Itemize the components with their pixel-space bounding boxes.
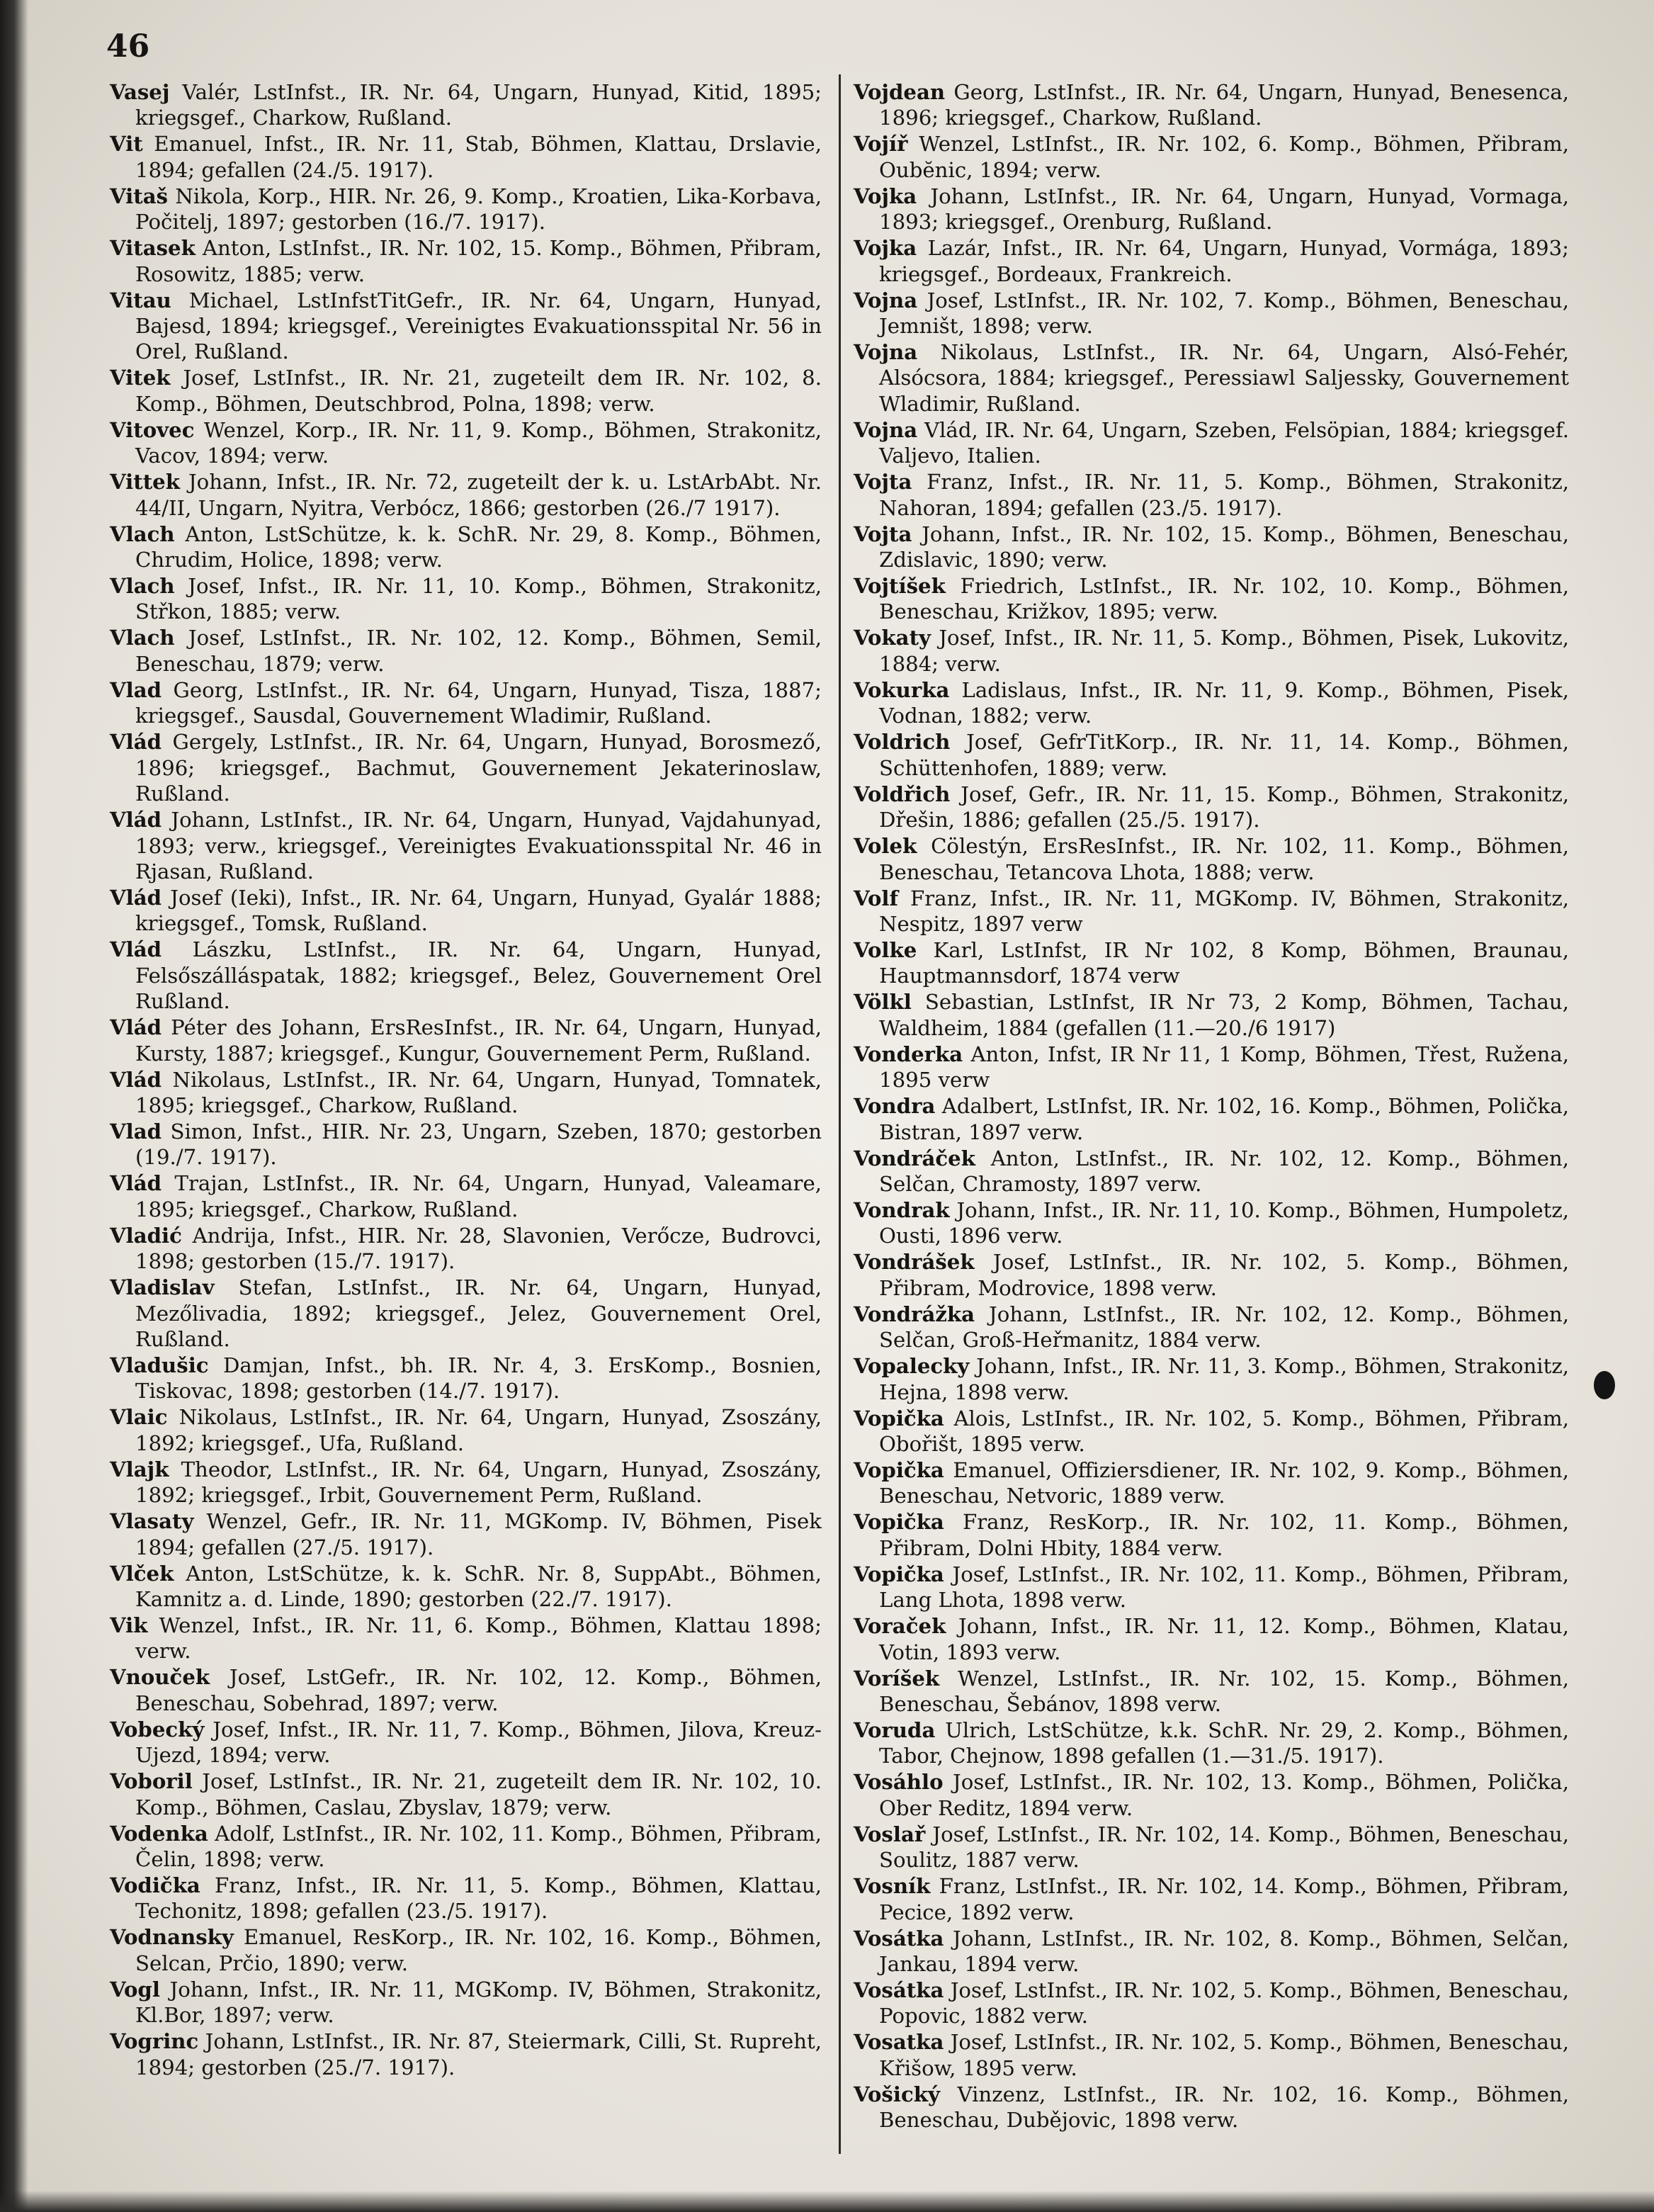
page-number: 46 [106,28,150,64]
entry-surname: Vopička [854,1562,944,1586]
list-entry [854,1562,1569,1613]
list-entry [110,1873,822,1924]
entry-details: Johann, Infst., IR. Nr. 102, 15. Komp., Böhmen, Beneschau, Zdislavic, 1890; verw. [879,521,1569,572]
list-entry [110,1223,822,1275]
entry-surname: Vlach [110,626,175,650]
list-entry [110,573,822,625]
list-entry [854,573,1569,625]
list-entry [854,184,1569,235]
entry-surname: Vodička [110,1873,200,1898]
entry-details: Johann, LstInfst., IR. Nr. 102, 8. Komp., Böhmen, Selčan, Jankau, 1894 verw. [879,1926,1569,1977]
entry-details: Johann, Infst., IR. Nr. 72, zugeteilt der k. u. LstArbAbt. Nr. 44/II, Ungarn, Nyitra, Verbócz, 1866; gestorben (26./7 1917). [135,470,822,520]
list-entry [854,1042,1569,1093]
entry-details: Johann, Infst., IR. Nr. 11, 3. Komp., Böhmen, Strakonitz, Hejna, 1898 verw. [879,1354,1569,1404]
entry-surname: Vlajk [110,1457,169,1482]
list-entry [854,781,1569,833]
list-entry [110,1457,822,1508]
entry-surname: Vlasaty [110,1509,194,1534]
entry-details: Adalbert, LstInfst, IR. Nr. 102, 16. Komp., Böhmen, Polička, Bistran, 1897 verw. [879,1094,1569,1144]
entry-details: Johann, Infst., IR. Nr. 11, 12. Komp., Böhmen, Klatau, Votin, 1893 verw. [879,1614,1569,1664]
entry-details: Johann, Infst., IR. Nr. 11, 10. Komp., Böhmen, Humpoletz, Ousti, 1896 verw. [879,1197,1569,1248]
entry-details: Franz, ResKorp., IR. Nr. 102, 11. Komp., Böhmen, Přibram, Dolni Hbity, 1884 verw. [879,1510,1569,1560]
list-entry [854,625,1569,677]
entry-details: Josef, LstInfst., IR. Nr. 102, 5. Komp., Böhmen, Beneschau, Popovic, 1882 verw. [879,1978,1569,2028]
entry-details: Franz, LstInfst., IR. Nr. 102, 14. Komp., Böhmen, Přibram, Pecice, 1892 verw. [879,1874,1569,1924]
entry-surname: Voboril [110,1769,193,1794]
entry-details: Vlád, IR. Nr. 64, Ungarn, Szeben, Felsöpian, 1884; kriegsgef. Valjevo, Italien. [879,417,1569,468]
entry-surname: Vlach [110,521,175,546]
entry-surname: Vosník [854,1874,931,1899]
list-entry [110,1717,822,1768]
entry-surname: Volf [854,886,899,910]
entry-surname: Vojka [854,184,917,208]
list-entry [110,1119,822,1170]
entry-details: Franz, Infst., IR. Nr. 11, 5. Komp., Böhmen, Klattau, Techonitz, 1898; gefallen (23./5. 1917). [135,1873,822,1924]
entry-surname: Vitovec [110,417,195,442]
list-entry [854,1302,1569,1353]
entry-surname: Vondrášek [854,1250,975,1275]
list-entry [110,677,822,729]
entry-details: Karl, LstInfst, IR Nr 102, 8 Komp, Böhmen, Braunau, Hauptmannsdorf, 1874 verw [879,937,1569,988]
entry-details: Trajan, LstInfst., IR. Nr. 64, Ungarn, Hunyad, Valeamare, 1895; kriegsgef., Charkow, Rußland. [135,1171,822,1221]
list-entry [110,235,822,287]
list-entry [854,339,1569,417]
entry-details: Gergely, LstInfst., IR. Nr. 64, Ungarn, Hunyad, Borosmező, 1896; kriegsgef., Bachmut, Gouvernement Jekaterinoslaw, Rußland. [135,730,822,806]
entry-surname: Vladislav [110,1275,215,1300]
list-entry [110,1821,822,1873]
entry-surname: Volke [854,937,917,962]
entry-surname: Vokaty [854,626,931,650]
list-entry [110,1353,822,1404]
list-entry [854,886,1569,937]
entry-surname: Vosátka [854,1926,944,1951]
entry-surname: Vlád [110,1015,162,1040]
entry-details: Lazár, Infst., IR. Nr. 64, Ungarn, Hunyad, Vormága, 1893; kriegsgef., Bordeaux, Frankreich. [879,236,1569,286]
entry-details: Damjan, Infst., bh. IR. Nr. 4, 3. ErsKomp., Bosnien, Tiskovac, 1898; gestorben (14./7. 1917). [135,1353,822,1404]
entry-details: Anton, LstInfst., IR. Nr. 102, 12. Komp., Böhmen, Selčan, Chramosty, 1897 verw. [879,1146,1569,1196]
list-entry [110,131,822,183]
entry-surname: Vojna [854,340,918,365]
entry-surname: Vik [110,1613,148,1637]
entry-surname: Volek [854,834,917,859]
entry-surname: Vogl [110,1977,160,2002]
list-entry [110,184,822,235]
entry-details: Alois, LstInfst., IR. Nr. 102, 5. Komp., Böhmen, Přibram, Obořišt, 1895 verw. [879,1406,1569,1456]
list-entry [110,1768,822,1820]
entry-details: Anton, Infst, IR Nr 11, 1 Komp, Böhmen, Třest, Ružena, 1895 verw [879,1042,1569,1093]
entry-details: Anton, LstSchütze, k. k. SchR. Nr. 29, 8. Komp., Böhmen, Chrudim, Holice, 1898; verw. [135,521,822,572]
entry-surname: Vondráček [854,1146,975,1170]
entry-surname: Vosátka [854,1978,944,2003]
entry-details: Josef, LstGefr., IR. Nr. 102, 12. Komp., Böhmen, Beneschau, Sobehrad, 1897; verw. [135,1665,822,1715]
entry-surname: Vondrak [854,1197,950,1222]
list-entry [854,833,1569,885]
entry-surname: Vojta [854,521,912,546]
list-entry [854,469,1569,521]
entry-details: Josef, LstInfst., IR. Nr. 102, 12. Komp., Böhmen, Semil, Beneschau, 1879; verw. [135,626,822,676]
entry-details: Josef, LstInfst., IR. Nr. 21, zugeteilt dem IR. Nr. 102, 8. Komp., Böhmen, Deutschbrod, Polna, 1898; verw. [135,366,822,416]
entry-details: Theodor, LstInfst., IR. Nr. 64, Ungarn, Hunyad, Zsoszány, 1892; kriegsgef., Irbit, Gouvernement Perm, Rußland. [135,1457,822,1508]
entry-details: Josef, LstInfst., IR. Nr. 102, 5. Komp., Böhmen, Beneschau, Křišow, 1895 verw. [879,2030,1569,2080]
list-entry [110,1977,822,2028]
entry-details: Josef, LstInfst., IR. Nr. 102, 5. Komp., Böhmen, Přibram, Modrovice, 1898 verw. [879,1250,1569,1300]
entry-surname: Vitek [110,366,171,390]
entry-surname: Vlád [110,1067,162,1092]
entry-details: Adolf, LstInfst., IR. Nr. 102, 11. Komp., Böhmen, Přibram, Čelin, 1898; verw. [135,1821,822,1872]
list-entry [110,1275,822,1352]
entry-surname: Vopička [854,1510,944,1535]
entry-details: Wenzel, LstInfst., IR. Nr. 102, 15. Komp., Böhmen, Beneschau, Šebánov, 1898 verw. [879,1666,1569,1716]
list-entry [854,1457,1569,1509]
entry-surname: Voslař [854,1822,926,1846]
list-entry [110,1613,822,1664]
list-entry [854,235,1569,287]
entry-details: Franz, Infst., IR. Nr. 11, 5. Komp., Böhmen, Strakonitz, Nahoran, 1894; gefallen (23./5. 1917). [879,470,1569,520]
entry-surname: Vojíř [854,132,908,157]
list-entry [854,1249,1569,1301]
entry-surname: Vosatka [854,2030,944,2055]
list-entry [854,677,1569,729]
entry-details: Josef, LstInfst., IR. Nr. 102, 14. Komp., Böhmen, Beneschau, Soulitz, 1887 verw. [879,1822,1569,1873]
entry-details: Josef, LstInfst., IR. Nr. 21, zugeteilt dem IR. Nr. 102, 10. Komp., Böhmen, Caslau, Zbyslav, 1879; verw. [135,1769,822,1819]
list-entry [110,79,822,131]
left-column [110,79,822,2081]
entry-details: Johann, LstInfst., IR. Nr. 87, Steiermark, Cilli, St. Rupreht, 1894; gestorben (25./7. 1917). [135,2029,822,2080]
entry-surname: Vlád [110,808,162,833]
entry-surname: Vojdean [854,80,946,104]
list-entry [854,1666,1569,1717]
entry-surname: Vladić [110,1223,182,1248]
entry-details: Vinzenz, LstInfst., IR. Nr. 102, 16. Komp., Böhmen, Beneschau, Dubějovic, 1898 verw. [879,2082,1569,2133]
entry-surname: Vodenka [110,1821,208,1846]
entry-surname: Vopička [854,1457,944,1482]
entry-details: Sebastian, LstInfst, IR Nr 73, 2 Komp, Böhmen, Tachau, Waldheim, 1884 (gefallen (11.—20./6 1917) [879,990,1569,1040]
list-entry [110,365,822,417]
list-entry [854,1717,1569,1769]
entry-details: Péter des Johann, ErsResInfst., IR. Nr. 64, Ungarn, Hunyad, Kursty, 1887; kriegsgef., Kungur, Gouvernement Perm, Rußland. [135,1015,822,1066]
list-entry [854,1197,1569,1249]
list-entry [110,937,822,1014]
list-entry [854,1406,1569,1457]
list-entry [854,1353,1569,1405]
list-entry [854,989,1569,1041]
entry-details: Anton, LstInfst., IR. Nr. 102, 15. Komp., Böhmen, Přibram, Rosowitz, 1885; verw. [135,236,822,286]
entry-surname: Vosáhlo [854,1770,944,1795]
entry-surname: Vokurka [854,677,950,702]
entry-surname: Vlček [110,1561,174,1586]
entry-surname: Voríšek [854,1666,940,1691]
entry-surname: Vojtíšek [854,574,946,599]
entry-surname: Vojta [854,470,912,495]
entry-surname: Vojka [854,236,917,261]
entry-surname: Vittek [110,470,180,495]
entry-details: Franz, Infst., IR. Nr. 11, MGKomp. IV, Böhmen, Strakonitz, Nespitz, 1897 verw [879,886,1569,936]
entry-surname: Vlad [110,1119,162,1144]
list-entry [110,469,822,521]
list-entry [854,2082,1569,2133]
entry-details: Johann, LstInfst., IR. Nr. 64, Ungarn, Hunyad, Vajdahunyad, 1893; verw., kriegsgef., Vereinigtes Evakuationsspital Nr. 46 in Rjasan, Rußland. [135,808,822,884]
ink-blot [1594,1371,1615,1399]
entry-details: Ulrich, LstSchütze, k.k. SchR. Nr. 29, 2. Komp., Böhmen, Tabor, Chejnow, 1898 gefallen (1.—31./5. 1917). [879,1718,1569,1768]
scan-edge-bottom [0,2191,1654,2212]
entry-details: Josef, Infst., IR. Nr. 11, 7. Komp., Böhmen, Jilova, Kreuz-Ujezd, 1894; verw. [135,1717,822,1768]
entry-details: Nikolaus, LstInfst., IR. Nr. 64, Ungarn, Hunyad, Tomnatek, 1895; kriegsgef., Charkow, Rußland. [135,1067,822,1117]
entry-surname: Vošický [854,2082,940,2106]
entry-details: Michael, LstInfstTitGefr., IR. Nr. 64, Ungarn, Hunyad, Bajesd, 1894; kriegsgef., Vereinigtes Evakuationsspital Nr. 56 in Orel, Rußland. [135,288,822,364]
list-entry [854,1093,1569,1145]
entry-details: Wenzel, Korp., IR. Nr. 11, 9. Komp., Böhmen, Strakonitz, Vacov, 1894; verw. [135,417,822,468]
list-entry [110,807,822,884]
list-entry [854,521,1569,573]
entry-details: Josef, LstInfst., IR. Nr. 102, 7. Komp., Böhmen, Beneschau, Jemništ, 1898; verw. [879,288,1569,339]
entry-surname: Vondra [854,1094,936,1119]
entry-surname: Vogrinc [110,2029,199,2054]
list-entry [854,79,1569,131]
list-entry [854,729,1569,781]
entry-surname: Vonderka [854,1042,963,1066]
list-entry [854,937,1569,989]
entry-details: Johann, Infst., IR. Nr. 11, MGKomp. IV, Böhmen, Strakonitz, Kl.Bor, 1897; verw. [135,1977,822,2028]
entry-details: Josef, LstInfst., IR. Nr. 102, 13. Komp., Böhmen, Polička, Ober Reditz, 1894 verw. [879,1770,1569,1820]
entry-details: Josef, Gefr., IR. Nr. 11, 15. Komp., Böhmen, Strakonitz, Dřešin, 1886; gefallen (25./5. 1917). [879,781,1569,833]
entry-details: Emanuel, ResKorp., IR. Nr. 102, 16. Komp., Böhmen, Selcan, Prčio, 1890; verw. [135,1925,822,1975]
right-column [854,79,1569,2133]
entry-surname: Vlád [110,1171,162,1196]
entry-details: Ladislaus, Infst., IR. Nr. 11, 9. Komp., Böhmen, Pisek, Vodnan, 1882; verw. [879,677,1569,728]
entry-details: Emanuel, Offiziersdiener, IR. Nr. 102, 9. Komp., Böhmen, Beneschau, Netvoric, 1889 verw. [879,1457,1569,1508]
entry-surname: Vlád [110,937,162,962]
entry-surname: Vojna [854,288,918,312]
entry-details: Georg, LstInfst., IR. Nr. 64, Ungarn, Hunyad, Benesenca, 1896; kriegsgef., Charkow, Rußland. [879,80,1569,130]
entry-surname: Vlád [110,885,162,910]
list-entry [854,1509,1569,1561]
entry-surname: Vlaic [110,1405,168,1430]
entry-surname: Vlad [110,677,162,702]
entry-details: Johann, LstInfst., IR. Nr. 64, Ungarn, Hunyad, Vormaga, 1893; kriegsgef., Orenburg, Rußland. [879,184,1569,235]
list-entry [110,1561,822,1613]
list-entry [110,1404,822,1456]
list-entry [854,131,1569,183]
entry-details: Nikolaus, LstInfst., IR. Nr. 64, Ungarn, Hunyad, Zsoszány, 1892; kriegsgef., Ufa, Rußland. [135,1405,822,1455]
scan-edge-left [0,0,28,2212]
entry-details: Wenzel, LstInfst., IR. Nr. 102, 6. Komp., Böhmen, Přibram, Oubĕnic, 1894; verw. [879,132,1569,182]
entry-details: Lászku, LstInfst., IR. Nr. 64, Ungarn, Hunyad, Felsőszálláspatak, 1882; kriegsgef., Belez, Gouvernement Orel Rußland. [135,937,822,1014]
entry-surname: Vitasek [110,236,196,261]
entry-surname: Voraček [854,1614,946,1639]
entry-surname: Vodnansky [110,1925,234,1950]
entry-details: Friedrich, LstInfst., IR. Nr. 102, 10. Komp., Böhmen, Beneschau, Križkov, 1895; verw. [879,574,1569,624]
list-entry [854,417,1569,469]
entry-details: Valér, LstInfst., IR. Nr. 64, Ungarn, Hunyad, Kitid, 1895; kriegsgef., Charkow, Rußland. [135,80,822,130]
list-entry [854,1613,1569,1665]
list-entry [854,1822,1569,1873]
list-entry [854,1977,1569,2029]
list-entry [110,1067,822,1119]
list-entry [854,1769,1569,1821]
list-entry [110,1508,822,1560]
entry-details: Georg, LstInfst., IR. Nr. 64, Ungarn, Hunyad, Tisza, 1887; kriegsgef., Sausdal, Gouvernement Wladimir, Rußland. [135,677,822,728]
entry-surname: Vlád [110,730,162,755]
entry-details: Anton, LstSchütze, k. k. SchR. Nr. 8, SuppAbt., Böhmen, Kamnitz a. d. Linde, 1890; gestorben (22./7. 1917). [135,1561,822,1611]
entry-surname: Voldrich [854,730,951,755]
entry-surname: Vopalecky [854,1354,970,1379]
entry-surname: Vasej [110,80,170,104]
list-entry [110,1015,822,1066]
entry-details: Wenzel, Gefr., IR. Nr. 11, MGKomp. IV, Böhmen, Pisek 1894; gefallen (27./5. 1917). [135,1509,822,1559]
entry-surname: Vladušic [110,1353,209,1377]
entry-details: Simon, Infst., HIR. Nr. 23, Ungarn, Szeben, 1870; gestorben (19./7. 1917). [135,1119,822,1170]
entry-surname: Vitau [110,288,171,312]
entry-details: Cölestýn, ErsResInfst., IR. Nr. 102, 11. Komp., Böhmen, Beneschau, Tetancova Lhota, 1888; verw. [879,834,1569,884]
entry-details: Josef, GefrTitKorp., IR. Nr. 11, 14. Komp., Böhmen, Schüttenhofen, 1889; verw. [879,730,1569,780]
entry-details: Nikola, Korp., HIR. Nr. 26, 9. Komp., Kroatien, Lika-Korbava, Počitelj, 1897; gestorben (16./7. 1917). [135,184,822,235]
list-entry [110,288,822,365]
entry-details: Emanuel, Infst., IR. Nr. 11, Stab, Böhmen, Klattau, Drslavie, 1894; gefallen (24./5. 1917). [135,132,822,182]
entry-surname: Vitaš [110,184,169,208]
entry-details: Nikolaus, LstInfst., IR. Nr. 64, Ungarn, Alsó-Fehér, Alsócsora, 1884; kriegsgef., Peressiawl Saljessky, Gouvernement Wladimir, Rußland. [879,340,1569,416]
list-entry [854,1873,1569,1925]
entry-details: Johann, LstInfst., IR. Nr. 102, 12. Komp., Böhmen, Selčan, Groß-Heřmanitz, 1884 verw. [879,1302,1569,1353]
list-entry [854,1146,1569,1197]
list-entry [110,729,822,806]
list-entry [110,417,822,469]
entry-details: Wenzel, Infst., IR. Nr. 11, 6. Komp., Böhmen, Klattau 1898; verw. [135,1613,822,1664]
list-entry [110,1664,822,1716]
column-divider [839,74,841,2154]
entry-surname: Völkl [854,990,912,1015]
entry-surname: Vopička [854,1406,944,1431]
entry-surname: Vnouček [110,1665,210,1690]
list-entry [110,885,822,937]
entry-surname: Voruda [854,1718,936,1742]
list-entry [110,1170,822,1222]
entry-details: Stefan, LstInfst., IR. Nr. 64, Ungarn, Hunyad, Mezőlivadia, 1892; kriegsgef., Jelez, Gouvernement Orel, Rußland. [135,1275,822,1351]
list-entry [110,625,822,677]
entry-surname: Vit [110,132,143,157]
list-entry [110,2028,822,2080]
entry-details: Josef (Ieki), Infst., IR. Nr. 64, Ungarn, Hunyad, Gyalár 1888; kriegsgef., Tomsk, Rußland. [135,885,822,936]
list-entry [854,288,1569,339]
entry-surname: Vondrážka [854,1302,975,1326]
entry-surname: Voldřich [854,781,951,806]
entry-surname: Vlach [110,574,175,599]
entry-details: Josef, Infst., IR. Nr. 11, 5. Komp., Böhmen, Pisek, Lukovitz, 1884; verw. [879,626,1569,676]
entry-details: Andrija, Infst., HIR. Nr. 28, Slavonien, Verőcze, Budrovci, 1898; gestorben (15./7. 1917). [135,1223,822,1274]
list-entry [854,1926,1569,1977]
entry-details: Josef, LstInfst., IR. Nr. 102, 11. Komp., Böhmen, Přibram, Lang Lhota, 1898 verw. [879,1562,1569,1613]
entry-surname: Vobecký [110,1717,205,1742]
entry-details: Josef, Infst., IR. Nr. 11, 10. Komp., Böhmen, Strakonitz, Střkon, 1885; verw. [135,574,822,624]
list-entry [110,1924,822,1976]
entry-surname: Vojna [854,417,918,442]
list-entry [110,521,822,573]
list-entry [854,2029,1569,2081]
